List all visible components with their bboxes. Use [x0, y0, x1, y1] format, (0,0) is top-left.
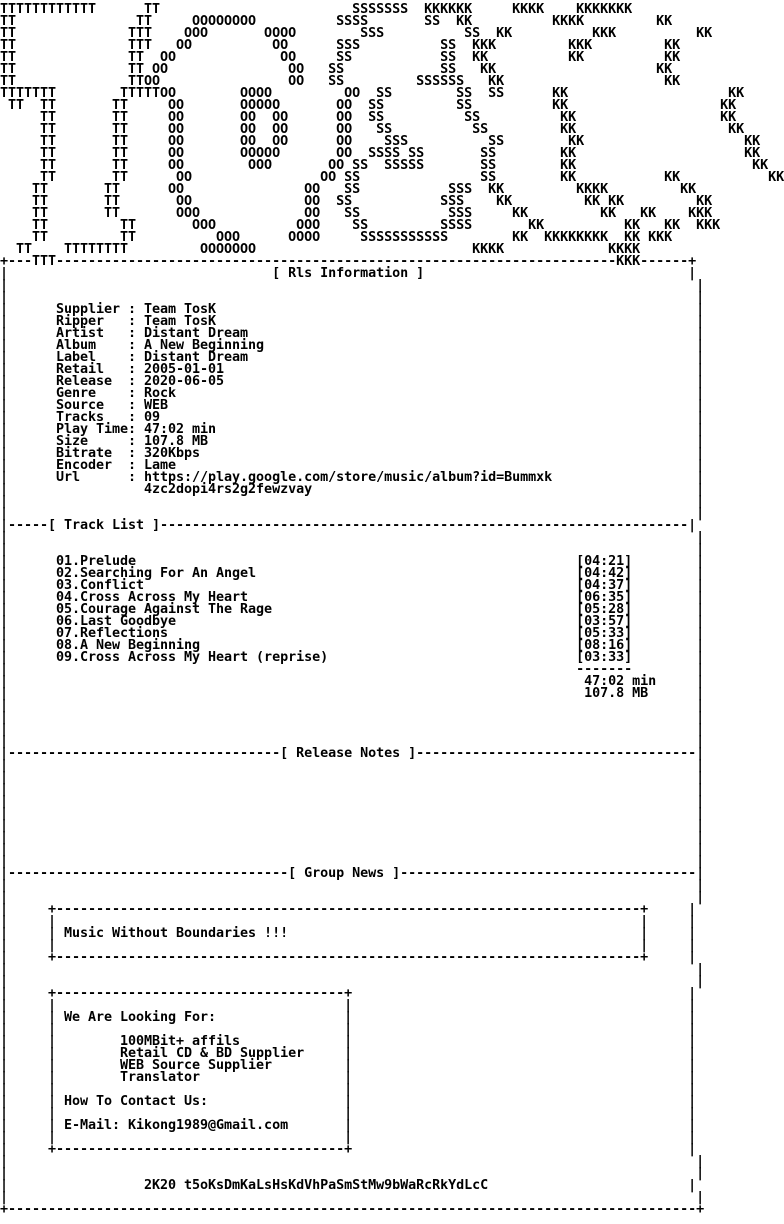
nfo-text: TTTTTTTTTTTT TT SSSSSSS KKKKKK KKKK KKKKKKK TT TT OOOOOOOO SSSS SS KK KKKK KK TT TTT OOO OOOO SSS SS KK KKK KK TT TTT OO OO SSS SS KKK KKK KK TT TT OO OO SS SS KK KK KK TT TT OO OO SS SS KK KK TT TTOO OO SS SSSSSS KK KK TTTTTTT TTTTTOO OOOO OO SS SS SS KK KK TT TT TT OO OOOOO OO SS SS KK KK TT TT OO OO OO OO SS SS KK KK TT TT OO OO OO OO SS SS KK KK TT TT OO OO OO OO SSS SS KK KK TT TT OO OOOOO OO SSSS SS SS KK KK TT TT OO OOO OO SS SSSSS SS KK KK TT TT OO OO SS SS KK KK KK TT TT OO OO SS SSS KK KKKK KK TT TT OO OO SS SSS KK KK KK KK TT TT OOO OO SS SSS KK KK KK KKK TT TT OOO OOO SS SSSS KK KK KK KKK TT TT OOO OOOO SSSSSSSSSSS KK KKKKKKKK KK KKK TT TTTTTTTT OOOOOOO KKKK KKKK +---TTT----------------------------------------------------------------------KKK------+ | [ Rls Information ] | | | | | | Supplier : Team TosK | | Ripper : Team TosK | | Artist : Distant Dream | | Album : A New Beginning | | Label : Distant Dream | | Retail : 2005-01-01 | | Release : 2020-06-05 | | Genre : Rock | | Source : WEB | | Tracks : 09 | | Play Time: 47:02 min | | Size : 107.8 MB | | Bitrate : 320Kbps | | Encoder : Lame | | Url : https://play.google.com/store/music/album?id=Bummxk | | 4zc2dopi4rs2g2fewzvay | | | | | |-----[ Track List ]------------------------------------------------------------------| | | | | | 01.Prelude [04:21] | | 02.Searching For An Angel [04:42] | | 03.Conflict [04:37] | | 04.Cross Across My Heart [06:35] | | 05.Courage Against The Rage [05:28] | | 06.Last Goodbye [03:57] | | 07.Reflections [05:33] | | 08.A New Beginning [08:16] | | 09.Cross Across My Heart (reprise) [03:33] | | ------- | | 47:02 min | | 107.8 MB | | | | | | | | | |----------------------------------[ Release Notes ]-----------------------------------| | | | | | | | | | | | | | | | | | | |-----------------------------------[ Group News ]-------------------------------------| | | | | | +-------------------------------------------------------------------------+ | | | | | | | Music Without Boundaries !!! | | | | | | | +-------------------------------------------------------------------------+ | | | | | | +------------------------------------+ | | | | | | | We Are Looking For: | | | | | | | | 100MBit+ affils | | | | Retail CD & BD Supplier | | | | WEB Source Supplier | | | | Translator | | | | | | | | How To Contact Us: | | | | | | | | E-Mail: Kikong1989@Gmail.com | | | | | | | +------------------------------------+ | | | | | | 2K20 t5oKsDmKaLsHsKdVhPaSmStMw9bWaRcRkYdLcC | | | +--------------------------------------------------------------------------------------+: [0, 2, 784, 1217]
nfo-document: [0, 2, 784, 1222]
